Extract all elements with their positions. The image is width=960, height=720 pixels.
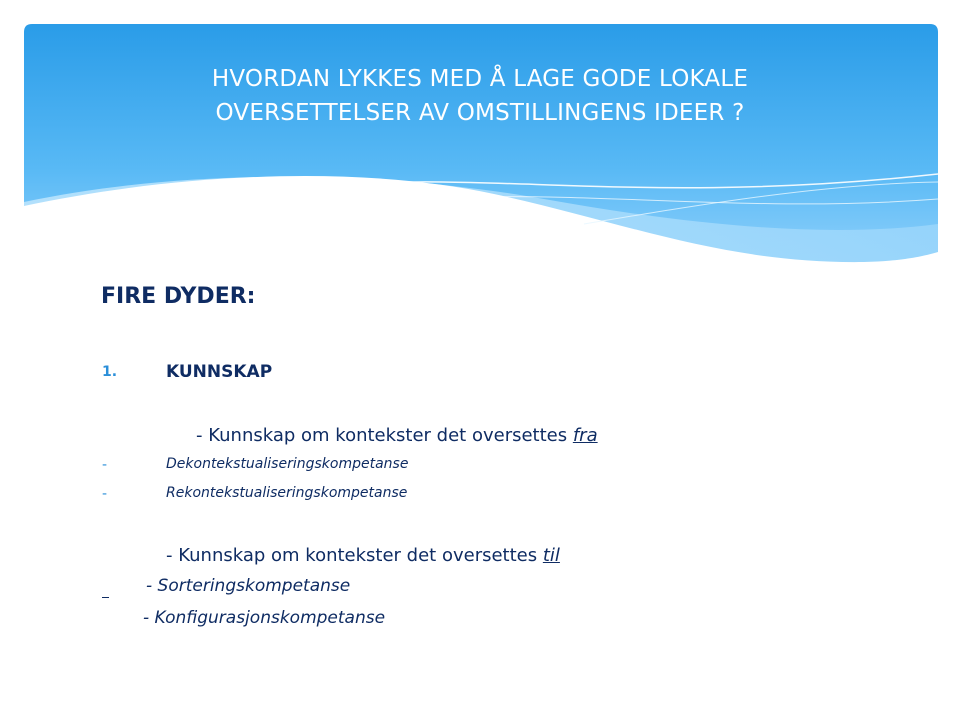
title-line-2: OVERSETTELSER AV OMSTILLINGENS IDEER ? — [215, 100, 745, 126]
context-to-emphasis: til — [542, 545, 560, 566]
context-from-text: - Kunnskap om kontekster det oversettes — [196, 425, 573, 446]
from-item: Rekontekstualiseringskompetanse — [166, 485, 408, 501]
list-number: 1. — [102, 364, 118, 380]
context-from-line — [196, 425, 598, 446]
section-heading: FIRE DYDER: — [101, 284, 256, 309]
title-line-1: HVORDAN LYKKES MED Å LAGE GODE LOKALE — [211, 66, 749, 92]
list-item-label: KUNNSKAP — [166, 362, 273, 382]
context-from-emphasis: fra — [572, 425, 598, 446]
underline-mark — [102, 597, 109, 598]
to-item: - Konfigurasjonskompetanse — [143, 608, 386, 628]
context-to-text: - Kunnskap om kontekster det oversettes — [166, 545, 543, 566]
bullet-dash: - — [102, 457, 108, 473]
bullet-dash: - — [102, 486, 108, 502]
context-to-line — [166, 545, 560, 566]
to-item: - Sorteringskompetanse — [146, 576, 351, 596]
from-item: Dekontekstualiseringskompetanse — [166, 456, 409, 472]
